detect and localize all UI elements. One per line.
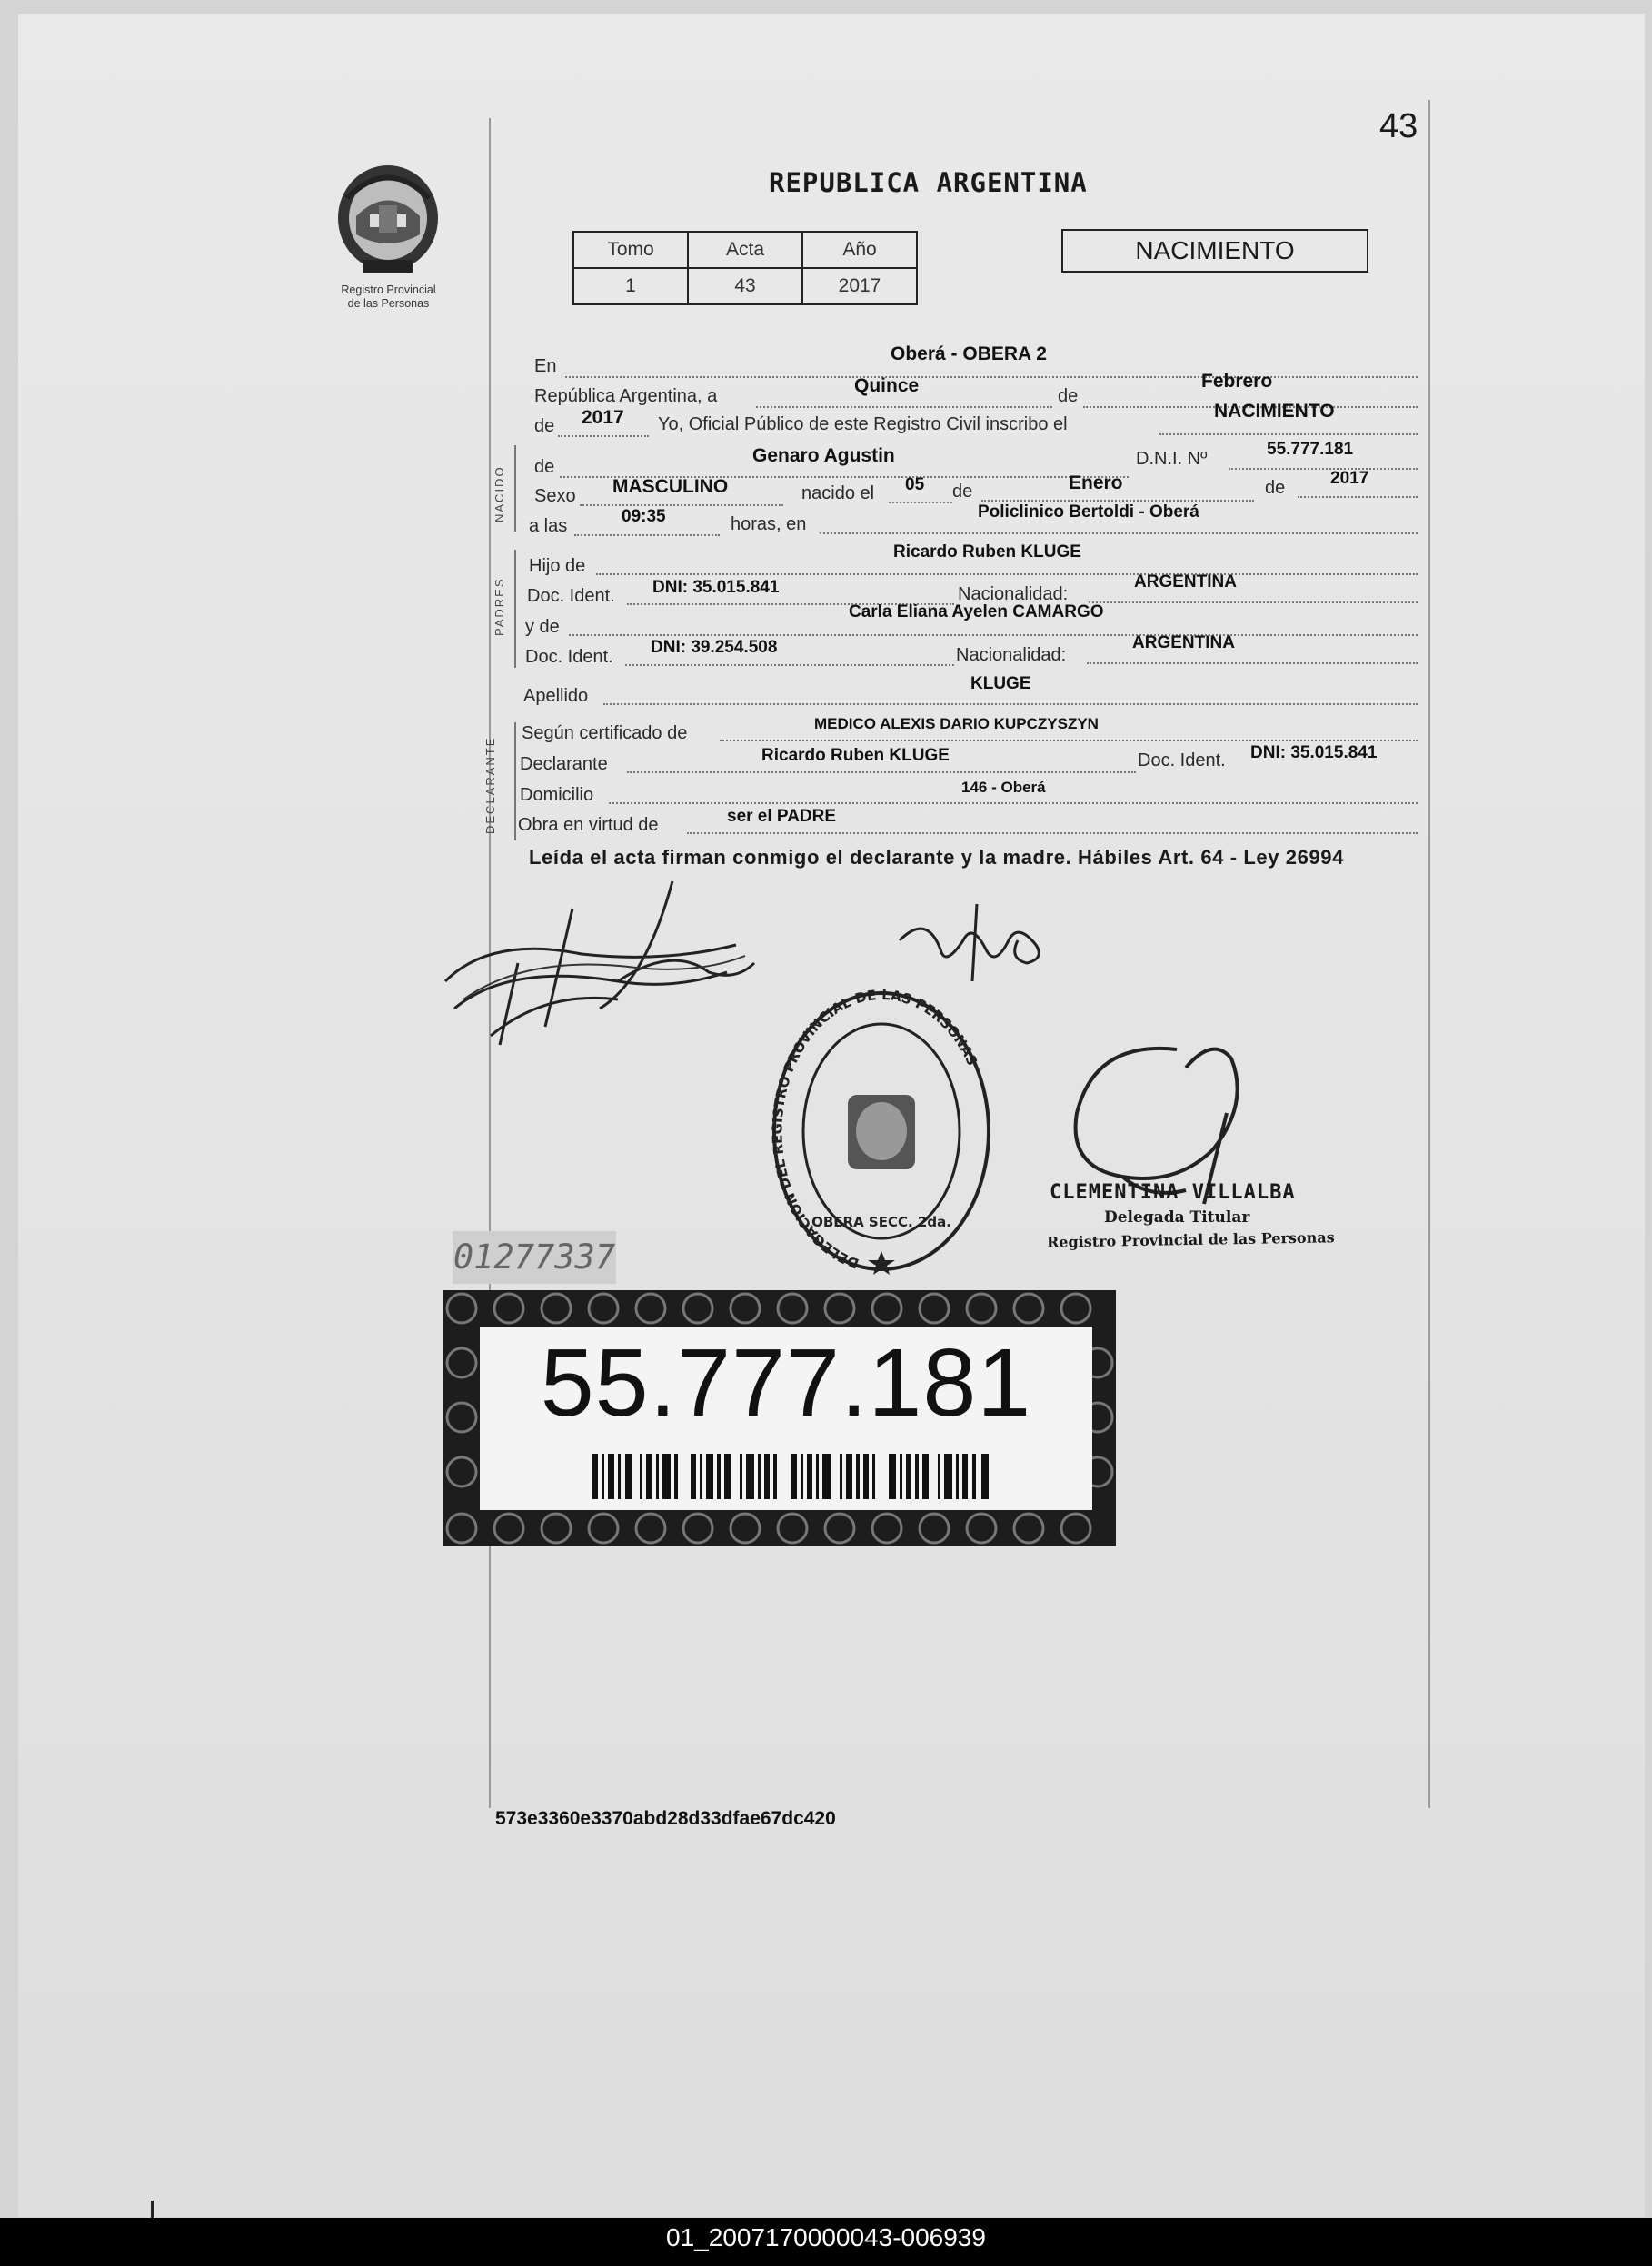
stamp-outer-text: DELEGACION DEL REGISTRO PROVINCIAL DE LAS PERSONAS xyxy=(769,986,981,1272)
year-value: 2017 xyxy=(582,407,624,428)
ref-header-tomo: Tomo xyxy=(573,232,688,268)
dni-label: D.N.I. Nº xyxy=(1136,449,1208,469)
declarant-doc-value: DNI: 35.015.841 xyxy=(1250,743,1378,762)
sex-value: MASCULINO xyxy=(612,476,729,497)
section-nacido-label: NACIDO xyxy=(493,465,506,522)
at-label: a las xyxy=(529,516,568,536)
dots xyxy=(1298,495,1418,498)
official-institution: Registro Provincial de las Personas xyxy=(1046,1228,1335,1251)
father-doc-label: Doc. Ident. xyxy=(527,586,615,606)
document-title: REPUBLICA ARGENTINA xyxy=(769,167,1088,198)
logo-caption-line2: de las Personas xyxy=(347,297,430,310)
name-label: de xyxy=(534,457,555,477)
child-dni-value: 55.777.181 xyxy=(1267,440,1354,459)
label-number: 55.777.181 xyxy=(540,1329,1032,1436)
declarant-name-value: Ricardo Ruben KLUGE xyxy=(761,746,950,765)
capacity-label: Obra en virtud de xyxy=(518,815,659,835)
father-nationality-label: Nacionalidad: xyxy=(958,584,1069,604)
dots xyxy=(981,499,1254,502)
dots xyxy=(558,434,649,437)
ref-value-tomo: 1 xyxy=(573,268,688,304)
dots xyxy=(1087,661,1418,664)
dots xyxy=(565,375,1418,378)
dots xyxy=(596,572,1418,575)
padres-divider xyxy=(514,550,516,668)
de-label-3: de xyxy=(1265,478,1286,498)
birth-place-value: Policlinico Bertoldi - Oberá xyxy=(978,502,1199,522)
dots xyxy=(889,501,952,503)
sex-label: Sexo xyxy=(534,486,576,506)
de-label-2: de xyxy=(952,482,973,502)
father-nationality-value: ARGENTINA xyxy=(1134,572,1237,591)
mother-nationality-value: ARGENTINA xyxy=(1132,633,1235,652)
dots xyxy=(820,532,1418,534)
footer-filename: 01_2007170000043-006939 xyxy=(666,2223,986,2251)
month-word-value: Febrero xyxy=(1201,371,1273,392)
dots xyxy=(1159,432,1418,435)
logo-caption xyxy=(309,283,468,311)
dots xyxy=(687,831,1418,834)
ref-header-acta: Acta xyxy=(688,232,802,268)
birth-time-value: 09:35 xyxy=(622,507,666,526)
declarant-doc-label: Doc. Ident. xyxy=(1138,750,1226,770)
dots xyxy=(627,770,1136,773)
certificate-label: Según certificado de xyxy=(522,723,688,743)
edge-mark xyxy=(151,2201,154,2219)
ref-value-ano: 2017 xyxy=(802,268,917,304)
day-word-value: Quince xyxy=(854,375,920,396)
dots xyxy=(580,503,783,506)
en-label: En xyxy=(534,356,557,376)
place-value: Oberá - OBERA 2 xyxy=(891,343,1047,364)
surname-value: KLUGE xyxy=(970,674,1031,693)
dots xyxy=(1089,601,1418,603)
dots xyxy=(609,801,1418,804)
dots xyxy=(574,533,720,536)
address-label: Domicilio xyxy=(520,785,594,805)
born-label: nacido el xyxy=(801,483,875,503)
mother-doc-value: DNI: 39.254.508 xyxy=(651,638,778,657)
dots xyxy=(720,739,1418,741)
child-name-value: Genaro Agustin xyxy=(752,445,895,466)
inscribed-type-value: NACIMIENTO xyxy=(1214,401,1335,422)
page-number: 43 xyxy=(1379,107,1418,145)
ref-header-ano: Año xyxy=(802,232,917,268)
officer-text: Yo, Oficial Público de este Registro Civil inscribo el xyxy=(658,414,1068,434)
closing-statement: Leída el acta firman conmigo el declarante y la madre. Hábiles Art. 64 - Ley 26994 xyxy=(529,846,1344,869)
serial-number: 01277337 xyxy=(453,1231,616,1284)
document-hash: 573e3360e3370abd28d33dfae67dc420 xyxy=(495,1808,836,1829)
ref-value-acta: 43 xyxy=(688,268,802,304)
de-label: de xyxy=(1058,386,1079,406)
birth-day-value: 05 xyxy=(905,475,925,494)
mother-nationality-label: Nacionalidad: xyxy=(956,645,1067,665)
address-value: 146 - Oberá xyxy=(961,779,1046,796)
mother-label: y de xyxy=(525,617,560,637)
father-name-value: Ricardo Ruben KLUGE xyxy=(893,542,1081,562)
declarant-signature xyxy=(436,872,781,1072)
registry-seal-icon xyxy=(768,986,995,1286)
certificate-by-value: MEDICO ALEXIS DARIO KUPCZYSZYN xyxy=(814,715,1099,732)
father-label: Hijo de xyxy=(529,556,586,576)
father-doc-value: DNI: 35.015.841 xyxy=(652,578,780,597)
nacido-divider xyxy=(514,445,516,532)
right-margin-rule xyxy=(1428,100,1430,1808)
dots xyxy=(603,702,1418,705)
logo-caption-line1: Registro Provincial xyxy=(341,283,436,296)
hours-label: horas, en xyxy=(731,514,807,534)
dots xyxy=(756,405,1052,408)
republica-label: República Argentina, a xyxy=(534,386,718,406)
dots xyxy=(1229,467,1418,470)
surname-label: Apellido xyxy=(523,686,589,706)
section-declarante-label: DECLARANTE xyxy=(483,736,497,834)
official-name: CLEMENTINA VILLALBA xyxy=(1050,1181,1296,1204)
dots xyxy=(569,633,1418,636)
de-year-label: de xyxy=(534,416,555,436)
birth-year-value: 2017 xyxy=(1330,469,1369,488)
barcode-icon xyxy=(592,1454,992,1499)
stamp-inner-text: OBERA SECC. 2da. xyxy=(811,1214,951,1230)
provincia-misiones-seal-icon xyxy=(320,162,456,284)
mother-signature xyxy=(891,895,1063,995)
reference-table xyxy=(572,231,918,305)
mother-doc-label: Doc. Ident. xyxy=(525,647,613,667)
official-title: Delegada Titular xyxy=(1104,1208,1250,1227)
capacity-value: ser el PADRE xyxy=(727,807,837,826)
declarant-label: Declarante xyxy=(520,754,608,774)
section-padres-label: PADRES xyxy=(493,577,506,636)
dots xyxy=(625,663,954,666)
birth-month-value: Enero xyxy=(1069,472,1123,493)
declarante-divider xyxy=(514,722,516,840)
act-type-box: NACIMIENTO xyxy=(1061,229,1368,273)
mother-name-value: Carla Eliana Ayelen CAMARGO xyxy=(849,602,1104,621)
